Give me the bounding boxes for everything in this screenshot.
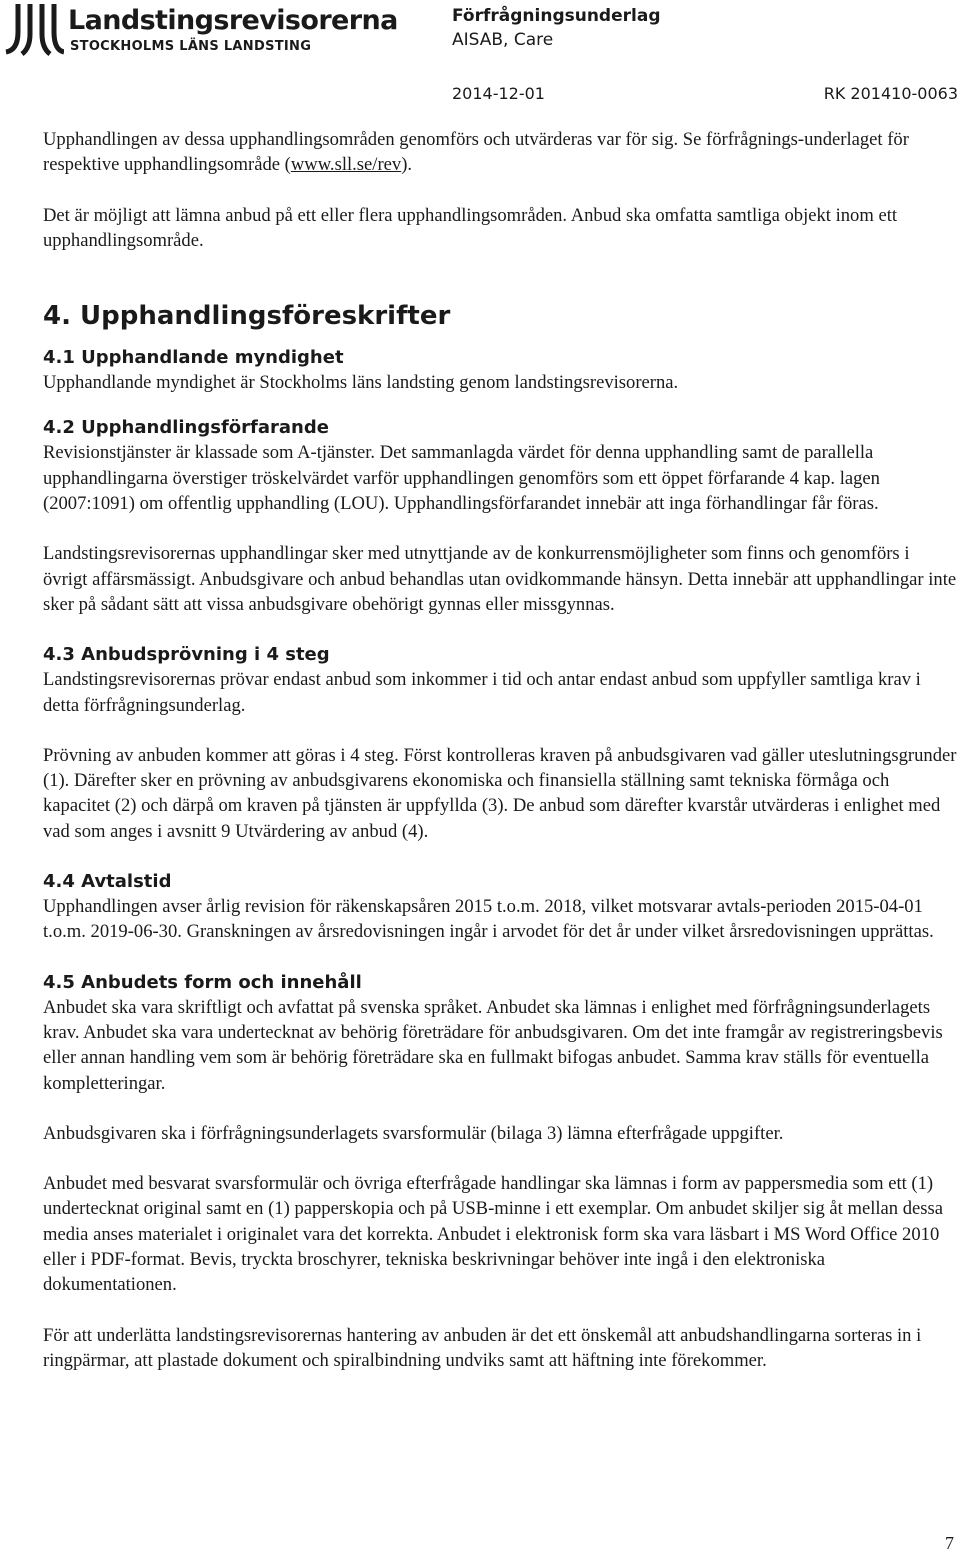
sll-rev-link[interactable]: www.sll.se/rev <box>290 154 402 176</box>
document-header <box>452 4 660 52</box>
section-4-5-paragraph-4: För att underlätta landstingsrevisorernas hantering av anbuden är det ett önskemål att anbudshandlingarna sorteras in i ringpärmar, att plastade dokument och spiralbindning undviks samt att häftning inte förekommer. <box>43 1324 922 1371</box>
section-4-2-paragraph-2: Landstingsrevisorernas upphandlingar sker med utnyttjande av de konkurrensmöjligheter som finns och genomförs i övrigt affärsmässigt. Anbudsgivare och anbud behandlas utan ovidkommande hänsyn. Detta innebär att upphandlingar inte sker på sådant sätt att vissa anbudsgivare obehörigt gynnas eller missgynnas. <box>43 543 957 615</box>
logo-subtitle: STOCKHOLMS LÄNS LANDSTING <box>70 39 312 54</box>
intro-paragraph-1 <box>43 127 957 178</box>
section-4-3-paragraph-2: Prövning av anbuden kommer att göras i 4 steg. Först kontrolleras kraven på anbudsgivaren vad gäller uteslutningsgrunder (1). Därefter sker en prövning av anbudsgivarens ekonomiska och finansiella ställning samt tekniska förmåga och kapacitet (2) och därpå om kraven på tjänsten är uppfyllda (3). De anbud som därefter kvarstår utvärderas i enlighet med vad som anges i avsnitt 9 Utvärdering av anbud (4). <box>43 744 957 842</box>
section-4-5-paragraph-1: Anbudet ska vara skriftligt och avfattat på svenska språket. Anbudet ska lämnas i enlighet med förfrågningsunderlagets krav. Anbudet ska vara undertecknat av behörig företrädare för anbudsgivaren. Om det inte framgår av registreringsbevis eller annan handling vem som är behörig företrädare ska en fullmakt bifogas anbudet. Samma krav ställs för eventuella kompletteringar. <box>43 996 943 1094</box>
intro-text-end: ). <box>401 154 413 176</box>
landstingsrevisorerna-logo-icon <box>4 2 64 56</box>
logo <box>4 2 404 56</box>
document-type: Förfrågningsunderlag <box>452 6 661 26</box>
intro-paragraph-2: Det är möjligt att lämna anbud på ett eller flera upphandlingsområden. Anbud ska omfatta samtliga objekt inom ett upphandlingsområde. <box>43 204 898 251</box>
section-4-1-heading: 4.1 Upphandlande myndighet <box>43 347 344 369</box>
document-subject: AISAB, Care <box>452 30 554 50</box>
section-4-2-heading: 4.2 Upphandlingsförfarande <box>43 417 329 439</box>
section-4-3-heading: 4.3 Anbudsprövning i 4 steg <box>43 644 330 666</box>
section-4-heading: 4. Upphandlingsföreskrifter <box>43 301 451 332</box>
section-4-4-heading: 4.4 Avtalstid <box>43 871 172 893</box>
section-4-1-paragraph: Upphandlande myndighet är Stockholms läns landsting genom landstingsrevisorerna. <box>43 372 679 394</box>
intro-text: Upphandlingen av dessa upphandlingsområden genomförs och utvärderas var för sig. Se förfrågnings-underlaget för respektive upphandlingsområde ( <box>43 129 909 176</box>
section-4-5-paragraph-2: Anbudsgivaren ska i förfrågningsunderlagets svarsformulär (bilaga 3) lämna efterfrågade uppgifter. <box>43 1122 784 1144</box>
logo-title: Landstingsrevisorerna <box>68 5 398 36</box>
section-4-5-paragraph-3: Anbudet med besvarat svarsformulär och övriga efterfrågade handlingar ska lämnas i form av pappersmedia som ett (1) undertecknat original samt en (1) papperskopia och på USB-minne i ett exemplar. Om anbudet skiljer sig åt mellan dessa media anses materialet i originalet vara det korrekta. Anbudet i elektronisk form ska vara läsbart i MS Word Office 2010 eller i PDF-format. Bevis, tryckta broschyrer, tekniska beskrivningar behöver inte ingå i den elektroniska dokumentationen. <box>43 1173 943 1296</box>
section-4-3-paragraph-1: Landstingsrevisorernas prövar endast anbud som inkommer i tid och antar endast anbud som uppfyller samtliga krav i detta förfrågningsunderlag. <box>43 669 921 716</box>
section-4-4-paragraph-1: Upphandlingen avser årlig revision för räkenskapsåren 2015 t.o.m. 2018, vilket motsvarar avtals-perioden 2015-04-01 t.o.m. 2019-06-30. Granskningen av årsredovisningen ingår i arvodet för det år under vilket årsredovisningen upprättas. <box>43 896 934 943</box>
page-number: 7 <box>945 1533 954 1553</box>
section-4-2-paragraph-1: Revisionstjänster är klassade som A-tjänster. Det sammanlagda värdet för denna upphandling samt de parallella upphandlingarna överstiger tröskelvärdet varför upphandlingen genomförs som ett öppet förfarande 4 kap. lagen (2007:1091) om offentlig upphandling (LOU). Upphandlingsförfarandet innebär att inga förhandlingar får föras. <box>43 442 880 515</box>
section-4-5-heading: 4.5 Anbudets form och innehåll <box>43 971 362 993</box>
document-date: 2014-12-01 <box>452 84 545 103</box>
document-reference: RK 201410-0063 <box>823 84 958 103</box>
document-body <box>43 127 957 1373</box>
